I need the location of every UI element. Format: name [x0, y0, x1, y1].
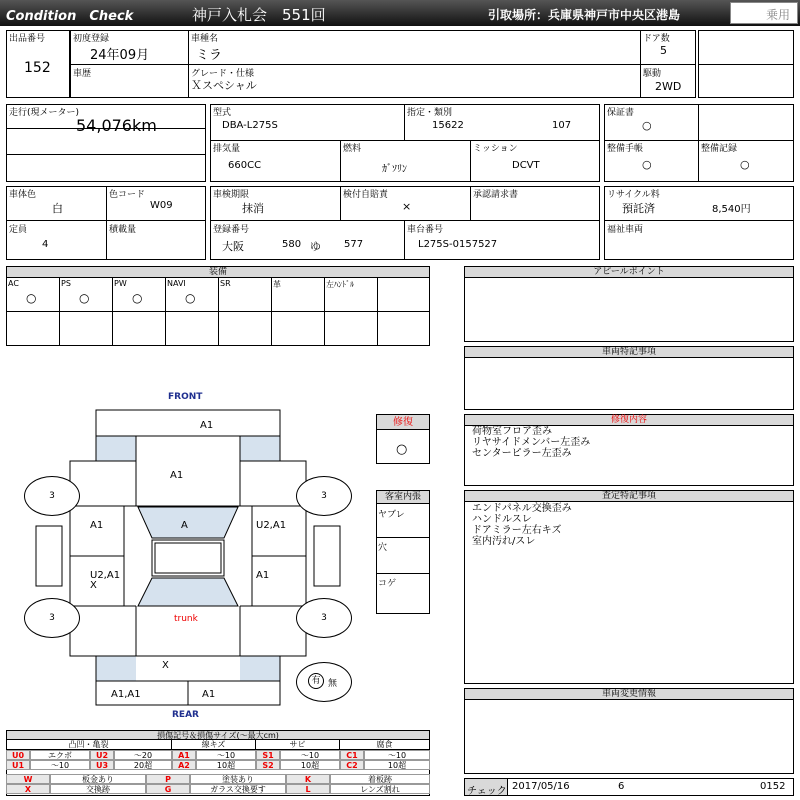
- legend-group: 凸凹・亀裂: [6, 740, 172, 750]
- repair-value: ○: [396, 442, 408, 457]
- drive-value: 2WD: [655, 80, 682, 93]
- legend-code: W: [6, 774, 50, 784]
- equipment-divider: [218, 278, 219, 346]
- legend-group: 腐食: [340, 740, 430, 750]
- legend-code: G: [146, 784, 190, 794]
- section-line: 荷物室フロア歪み: [472, 426, 552, 437]
- doors-value: 5: [660, 44, 667, 57]
- history-label: 車歴: [73, 69, 92, 79]
- legend-code: U2: [90, 750, 114, 760]
- legend-desc: 10超: [196, 760, 256, 770]
- equipment-label: 革: [273, 280, 281, 289]
- model-value: ミラ: [196, 48, 223, 63]
- reg-num: 577: [344, 239, 364, 250]
- reg-box: [210, 186, 600, 260]
- model-label: 車種名: [191, 34, 219, 44]
- interior-title: 客室内張: [376, 490, 430, 504]
- legend-code: U1: [6, 760, 30, 770]
- mark-hood: A1: [170, 470, 184, 481]
- mileage-value: 54,076km: [76, 116, 157, 135]
- mark-rear-panel: X: [162, 660, 169, 671]
- insurance-label: 検付自賠責: [343, 190, 389, 200]
- color-code-value: W09: [150, 200, 173, 211]
- capacity-label: 定員: [9, 225, 28, 235]
- tire-front-left: 3: [24, 476, 80, 516]
- repair-detail-title: 修復内容: [464, 414, 794, 426]
- legend-desc: 塗装あり: [190, 774, 286, 784]
- inspector-lines: [472, 503, 572, 547]
- equipment-label: PS: [61, 279, 71, 288]
- brand-label: Condition Check: [6, 9, 134, 24]
- legend-title: 損傷記号＆損傷サイズ(〜最大cm): [6, 730, 430, 740]
- first-reg-label: 初度登録: [73, 34, 110, 44]
- check-label: チェック: [467, 786, 507, 797]
- lot-value: 152: [24, 60, 51, 76]
- section-line: エンドパネル交換歪み: [472, 503, 572, 514]
- legend-code: C1: [340, 750, 364, 760]
- changes-title: 車両変更情報: [464, 688, 794, 700]
- legend-desc: ガラス交換要す: [190, 784, 286, 794]
- maint-record-label: 整備記録: [701, 144, 738, 154]
- notes-title: 車両特記事項: [464, 346, 794, 358]
- section-line: 室内汚れ/スレ: [472, 536, 536, 547]
- transmission-label: ミッション: [473, 144, 518, 154]
- mark-right-rear-door: A1: [256, 570, 270, 581]
- designation-label: 指定・類別: [407, 108, 453, 118]
- tire-rear-right: 3: [296, 598, 352, 638]
- mark-right-front-door: U2,A1: [256, 520, 287, 531]
- tire-front-right: 3: [296, 476, 352, 516]
- equipment-label: PW: [114, 279, 127, 288]
- maint-record-value: ○: [740, 158, 750, 171]
- maint-book-label: 整備手帳: [607, 144, 644, 154]
- check-num: 6: [618, 781, 625, 792]
- reg-area: 大阪: [222, 240, 244, 253]
- mark-windshield: A: [181, 520, 188, 531]
- legend-desc: 〜10: [364, 750, 430, 760]
- equipment-divider: [271, 278, 272, 346]
- equipment-label: 左ﾊﾝﾄﾞﾙ: [326, 280, 354, 289]
- equipment-divider: [112, 278, 113, 346]
- equipment-value: ○: [185, 291, 196, 305]
- auction-title: 神戸入札会 551回: [192, 6, 326, 24]
- mark-left-front-door: A1: [90, 520, 104, 531]
- warranty-value: ○: [642, 119, 652, 132]
- legend-code: S2: [256, 760, 280, 770]
- changes-box: [464, 688, 794, 774]
- maint-book-value: ○: [642, 158, 652, 171]
- legend-desc: レンズ割れ: [330, 784, 430, 794]
- color-code-label: 色コード: [109, 190, 146, 200]
- trunk-label: trunk: [174, 614, 198, 624]
- legend-group: 線キズ: [172, 740, 256, 750]
- reg-label: 登録番号: [213, 225, 250, 235]
- spare-tire-circle: [296, 662, 352, 702]
- inspection-value: 抹消: [242, 202, 264, 215]
- reg-kana: ゆ: [310, 240, 321, 253]
- drive-label: 駆動: [643, 69, 662, 79]
- displacement-label: 排気量: [213, 144, 241, 154]
- legend-code: S1: [256, 750, 280, 760]
- insurance-value: ×: [402, 200, 412, 213]
- equipment-divider: [165, 278, 166, 346]
- front-label: FRONT: [168, 392, 203, 402]
- welfare-label: 福祉車両: [607, 225, 644, 235]
- equipment-value: ○: [79, 291, 90, 305]
- repair-title: 修復: [376, 414, 430, 430]
- lot-label: 出品番号: [9, 34, 46, 44]
- legend-desc: 着板跡: [330, 774, 430, 784]
- mark-front-top: A1: [200, 420, 214, 431]
- type-label: 型式: [213, 108, 232, 118]
- load-label: 積載量: [109, 225, 137, 235]
- chassis-value: L275S-0157527: [418, 239, 498, 250]
- grade-value: Ｘスペシャル: [191, 79, 257, 92]
- approval-label: 承認請求書: [473, 190, 519, 200]
- warranty-label: 保証書: [607, 108, 635, 118]
- reg-class: 580: [282, 239, 302, 250]
- grade-label: グレード・仕様: [191, 69, 255, 79]
- equipment-label: NAVI: [167, 279, 186, 288]
- mileage-label: 走行(現メーター): [9, 108, 80, 118]
- body-color-label: 車体色: [9, 190, 37, 200]
- equipment-divider: [324, 278, 325, 346]
- legend-desc: 〜20: [114, 750, 172, 760]
- capacity-value: 4: [42, 239, 49, 250]
- first-reg-value: 24年09月: [90, 48, 150, 63]
- equipment-value: ○: [26, 291, 37, 305]
- legend-desc: 10超: [364, 760, 430, 770]
- chassis-label: 車台番号: [407, 225, 444, 235]
- mark-rear-right: A1: [202, 689, 216, 700]
- appeal-title: アピールポイント: [464, 266, 794, 278]
- section-line: ドアミラー左右キズ: [472, 525, 562, 536]
- spare-yes-badge: 有: [308, 673, 324, 689]
- section-line: リヤサイドメンバー左歪み: [472, 437, 591, 448]
- legend-desc: 〜10: [280, 750, 340, 760]
- equipment-divider: [377, 278, 378, 346]
- legend-desc: 〜10: [196, 750, 256, 760]
- tire-rear-left: 3: [24, 598, 80, 638]
- fuel-value: ｶﾞｿﾘﾝ: [382, 164, 407, 175]
- legend-code: A1: [172, 750, 196, 760]
- designation-value: 15622: [432, 120, 464, 131]
- section-line: センターピラー左歪み: [472, 448, 572, 459]
- interior-item-hole: 穴: [378, 543, 388, 553]
- interior-item-tear: ヤブレ: [378, 510, 405, 520]
- mark-left-rear-door: U2,A1: [90, 570, 121, 581]
- equipment-value: ○: [132, 291, 143, 305]
- legend-group: サビ: [256, 740, 340, 750]
- recycle-amount: 8,540円: [712, 204, 751, 215]
- displacement-value: 660CC: [228, 160, 262, 171]
- class-value: 107: [552, 120, 572, 131]
- body-color-value: 白: [52, 202, 63, 215]
- legend-code: U3: [90, 760, 114, 770]
- legend-code: A2: [172, 760, 196, 770]
- legend-code: K: [286, 774, 330, 784]
- inspector-title: 査定特記事項: [464, 490, 794, 502]
- spare-no-label: 無: [328, 679, 338, 689]
- legend-desc: 板金あり: [50, 774, 146, 784]
- check-id: 0152: [760, 781, 786, 792]
- transmission-value: DCVT: [512, 160, 540, 171]
- legend-desc: 〜10: [30, 760, 90, 770]
- check-date: 2017/05/16: [512, 781, 570, 792]
- inspection-label: 車検期限: [213, 190, 250, 200]
- mark-left-rear-x: X: [90, 580, 97, 591]
- pickup-location: 引取場所：兵庫県神戸市中央区港島: [488, 8, 681, 22]
- mark-rear-left: A1,A1: [111, 689, 141, 700]
- legend-code: U0: [6, 750, 30, 760]
- doors-label: ドア数: [643, 34, 670, 44]
- fuel-label: 燃料: [343, 144, 362, 154]
- legend-desc: 20超: [114, 760, 172, 770]
- legend-code: L: [286, 784, 330, 794]
- legend-code: C2: [340, 760, 364, 770]
- recycle-label: リサイクル料: [607, 190, 660, 200]
- legend-code: P: [146, 774, 190, 784]
- equipment-title: 装備: [6, 266, 430, 278]
- repair-detail-lines: [472, 426, 590, 459]
- legend-desc: エクボ: [30, 750, 90, 760]
- equipment-divider: [59, 278, 60, 346]
- equipment-label: SR: [220, 279, 231, 288]
- legend-desc: 交換跡: [50, 784, 146, 794]
- interior-item-burn: コゲ: [378, 579, 397, 589]
- equipment-label: AC: [8, 279, 19, 288]
- section-line: ハンドルスレ: [472, 514, 532, 525]
- recycle-status: 預託済: [622, 202, 655, 215]
- type-value: DBA-L275S: [222, 120, 278, 131]
- legend-code: X: [6, 784, 50, 794]
- category-label: 乗用: [766, 8, 791, 22]
- rear-label: REAR: [172, 710, 199, 720]
- legend-desc: 10超: [280, 760, 340, 770]
